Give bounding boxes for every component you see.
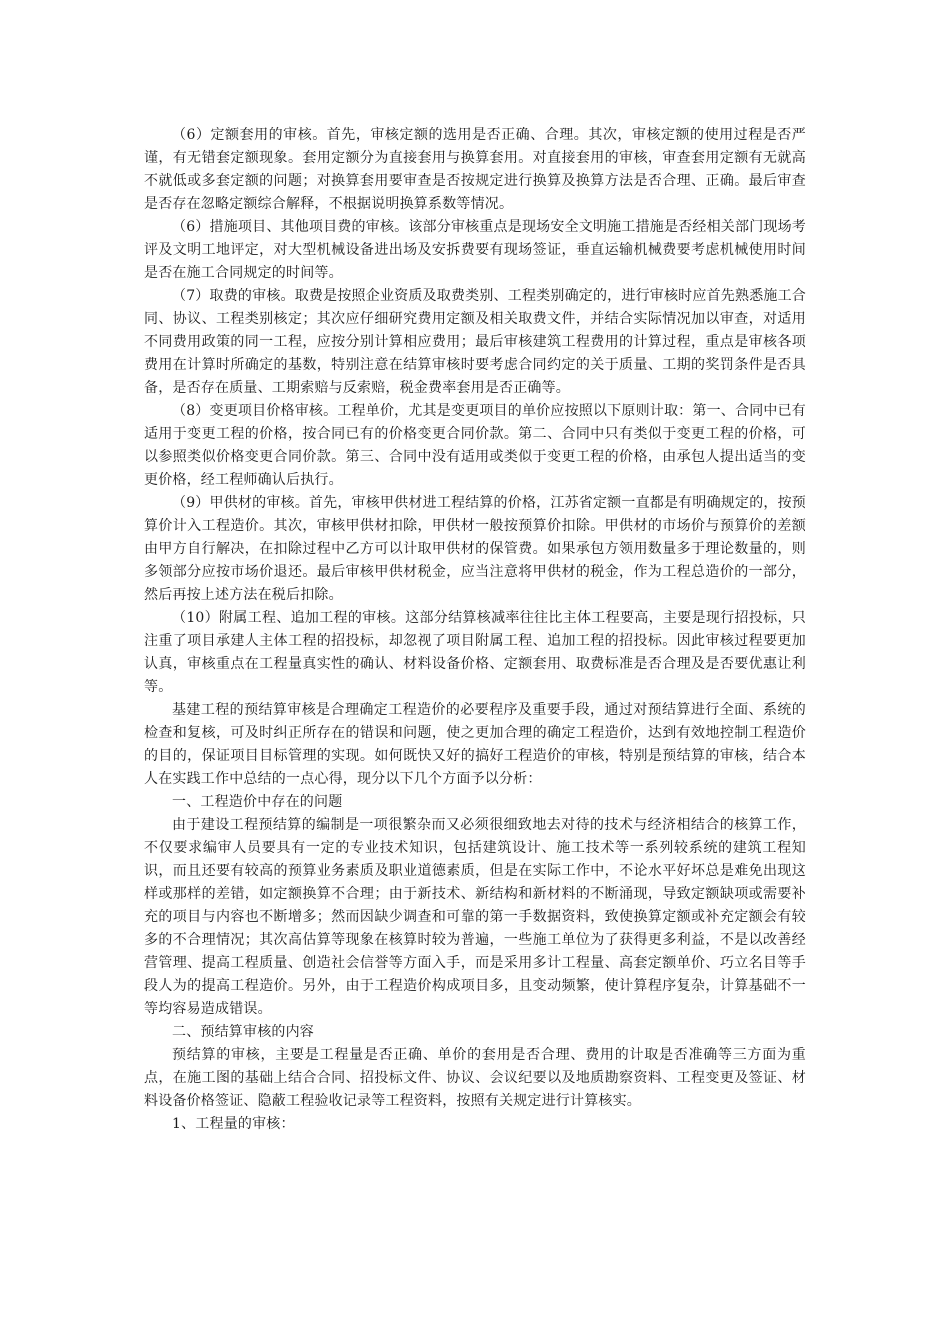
subheading-quantity-review: 1、工程量的审核： <box>172 1116 295 1132</box>
paragraph-change-price-review: （8）变更项目价格审核。工程单价，尤其是变更项目的单价应按照以下原则计取：第一、合同中已有适用于变更工程的价格，按合同已有的价格变更合同价款。第二、合同中只有类似于变更工程的价格，可以参照类似价格变更合同价款。第三、合同中没有适用或类似于变更工程的价格，由承包人提出适当的变更价格，经工程师确认后执行。 <box>144 403 806 488</box>
paragraph-quota-review: （6）定额套用的审核。首先，审核定额的选用是否正确、合理。其次，审核定额的使用过程是否严谨，有无错套定额现象。套用定额分为直接套用与换算套用。对直接套用的审核，审查套用定额有无就高不就低或多套定额的问题；对换算套用要审查是否按规定进行换算及换算方法是否合理、正确。最后审查是否存在忽略定额综合解释，不根据说明换算系数等情况。 <box>144 127 806 212</box>
paragraph-ancillary-works-review: （10）附属工程、追加工程的审核。这部分结算核减率往往比主体工程要高，主要是现行招投标，只注重了项目承建人主体工程的招投标，却忽视了项目附属工程、追加工程的招投标。因此审核过程要更加认真，审核重点在工程量真实性的确认、材料设备价格、定额套用、取费标准是否合理及是否要优惠让利等。 <box>144 610 806 695</box>
paragraph-measures-review: （6）措施项目、其他项目费的审核。该部分审核重点是现场安全文明施工措施是否经相关部门现场考评及文明工地评定，对大型机械设备进出场及安拆费要有现场签证，垂直运输机械费要考虑机械使用时间是否在施工合同规定的时间等。 <box>144 219 806 281</box>
document-page <box>144 124 806 1136</box>
section-heading-review-content: 二、预结算审核的内容 <box>172 1024 314 1040</box>
paragraph-introduction: 基建工程的预结算审核是合理确定工程造价的必要程序及重要手段，通过对预结算进行全面、系统的检查和复核，可及时纠正所存在的错误和问题，使之更加合理的确定工程造价，达到有效地控制工程造价的目的，保证项目目标管理的实现。如何既快又好的搞好工程造价的审核，特别是预结算的审核，结合本人在实践工作中总结的一点心得，现分以下几个方面予以分析： <box>144 702 806 787</box>
section-heading-problems: 一、工程造价中存在的问题 <box>172 794 343 810</box>
paragraph-review-content: 预结算的审核，主要是工程量是否正确、单价的套用是否合理、费用的计取是否准确等三方面为重点，在施工图的基础上结合合同、招投标文件、协议、会议纪要以及地质勘察资料、工程变更及签证、材料设备价格签证、隐蔽工程验收记录等工程资料，按照有关规定进行计算核实。 <box>144 1047 806 1109</box>
paragraph-problems: 由于建设工程预结算的编制是一项很繁杂而又必须很细致地去对待的技术与经济相结合的核算工作，不仅要求编审人员要具有一定的专业技术知识，包括建筑设计、施工技术等一系列较系统的建筑工程知识，而且还要有较高的预算业务素质及职业道德素质，但是在实际工作中，不论水平好坏总是难免出现这样或那样的差错，如定额换算不合理；由于新技术、新结构和新材料的不断涌现，导致定额缺项或需要补充的项目与内容也不断增多；然而因缺少调查和可靠的第一手数据资料，致使换算定额或补充定额会有较多的不合理情况；其次高估算等现象在核算时较为普遍，一些施工单位为了获得更多利益，不是以改善经营管理、提高工程质量、创造社会信誉等方面入手，而是采用多计工程量、高套定额单价、巧立名目等手段人为的提高工程造价。另外，由于工程造价构成项目多，且变动频繁，使计算程序复杂，计算基础不一等均容易造成错误。 <box>144 817 806 1017</box>
paragraph-fee-review: （7）取费的审核。取费是按照企业资质及取费类别、工程类别确定的，进行审核时应首先熟悉施工合同、协议、工程类别核定；其次应仔细研究费用定额及相关取费文件，并结合实际情况加以审查，对适用不同费用政策的同一工程，应按分别计算相应费用；最后审核建筑工程费用的计算过程，重点是审核各项费用在计算时所确定的基数，特别注意在结算审核时要考虑合同约定的关于质量、工期的奖罚条件是否具备，是否存在质量、工期索赔与反索赔，税金费率套用是否正确等。 <box>144 288 806 396</box>
paragraph-owner-material-review: （9）甲供材的审核。首先，审核甲供材进工程结算的价格，江苏省定额一直都是有明确规定的，按预算价计入工程造价。其次，审核甲供材扣除，甲供材一般按预算价扣除。甲供材的市场价与预算价的差额由甲方自行解决，在扣除过程中乙方可以计取甲供材的保管费。如果承包方领用数量多于理论数量的，则多领部分应按市场价退还。最后审核甲供材税金，应当注意将甲供材的税金，作为工程总造价的一部分，然后再按上述方法在税后扣除。 <box>144 495 806 603</box>
